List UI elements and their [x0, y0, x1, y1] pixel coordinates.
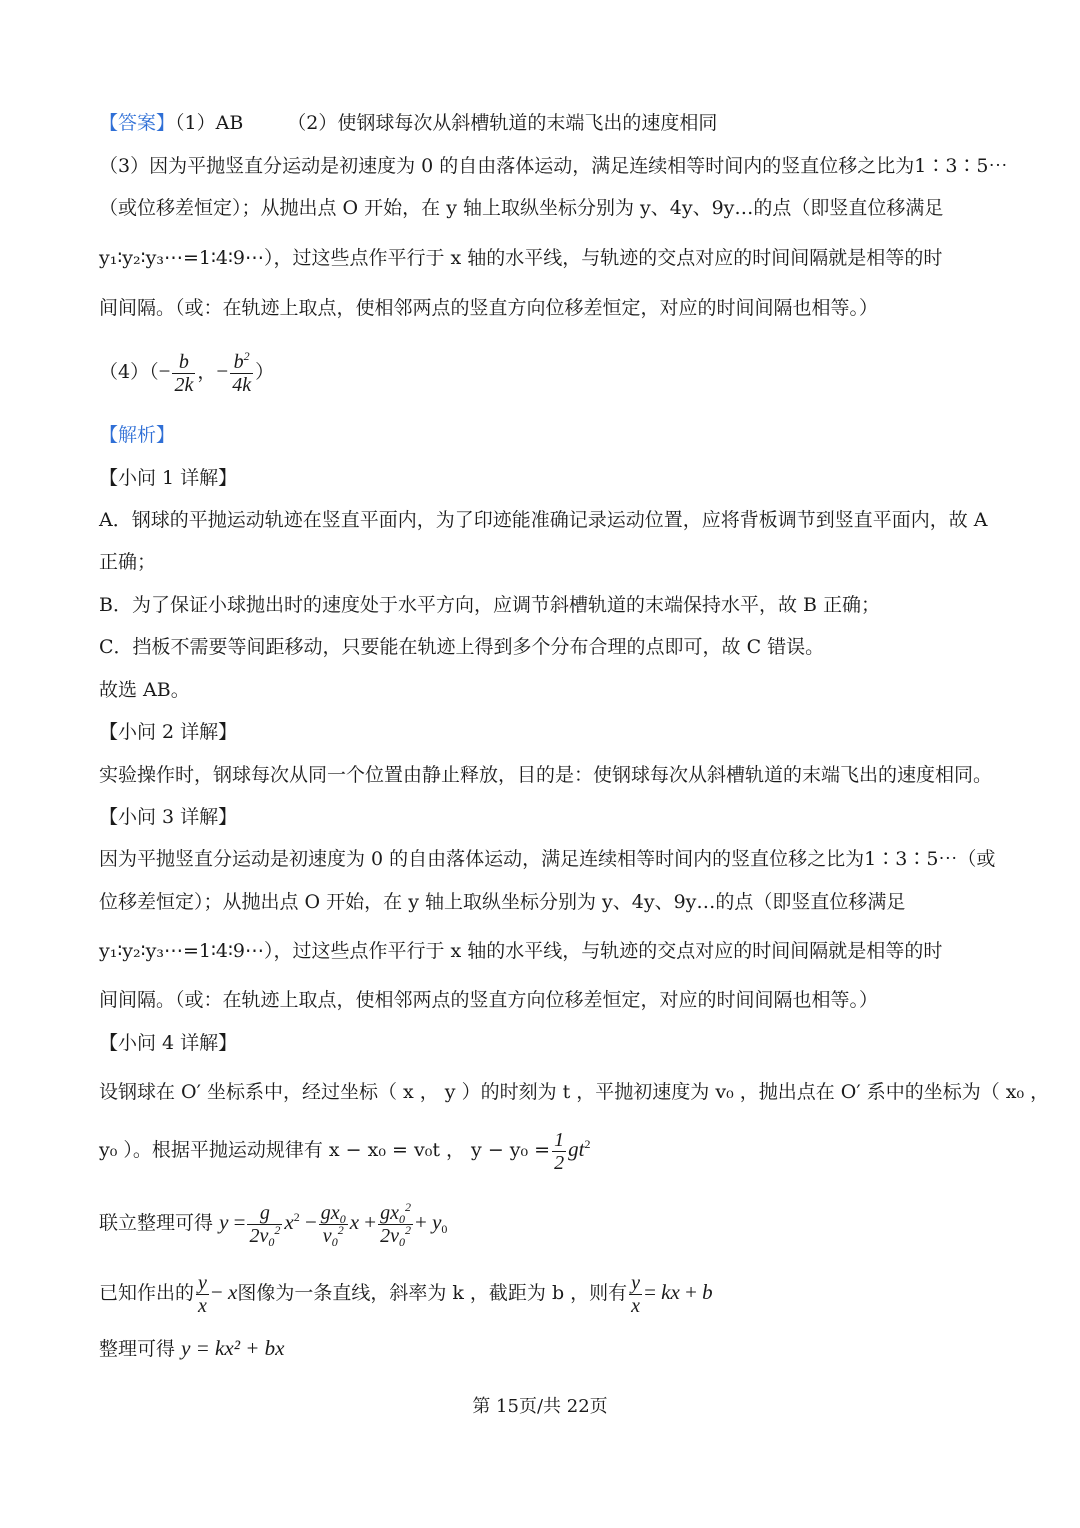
- fraction-gx0sq-over-2v0sq: $\frac{gx_0^2}{2v_0^2}$: [380, 1199, 411, 1249]
- q4-line-4-b: 图像为一条直线，斜率为 k ，截距为 b ，则有: [237, 1282, 628, 1304]
- fraction-y-over-x: $\frac{y}{x}$: [198, 1271, 207, 1317]
- fraction-g-over-2v0sq: $\frac{g}{2v_0^2}$: [249, 1201, 281, 1249]
- q1-option-a-line-1: A．钢球的平抛运动轨迹在竖直平面内，为了印迹能准确记录运动位置，应将背板调节到竖直平面内，故 A: [99, 509, 988, 531]
- q4-heading: 【小问 4 详解】: [99, 1032, 238, 1054]
- fraction-b2-over-4k: $\frac{b^2}{4k}$: [232, 348, 252, 396]
- q4-line-2: y₀ ）。根据平抛运动规律有 x − x₀ = v₀t ， y − y₀ = $\frac{1}{2}$ $gt^2$: [99, 1128, 591, 1174]
- answer-label: 【答案】: [99, 112, 176, 134]
- answer-part-3-line-4: 间间隔。（或：在轨迹上取点，使相邻两点的竖直方向位移差恒定，对应的时间间隔也相等。）: [99, 297, 879, 319]
- q4-line-4-a: 已知作出的: [99, 1282, 195, 1304]
- q4-line-5-equation: y = kx² + bx: [181, 1336, 285, 1360]
- q4-line-4: 已知作出的 $\frac{y}{x}$ − x图像为一条直线，斜率为 k ，截距为 b ，则有 $\frac{y}{x}$ = kx + b: [99, 1271, 713, 1317]
- q4-line-2-text: y₀ ）。根据平抛运动规律有 x − x₀ = v₀t ， y − y₀ =: [99, 1139, 551, 1161]
- answer-part-4-prefix: （4）（: [99, 361, 159, 383]
- answer-part-4: （4）（− $\frac{b}{2k}$ ，− $\frac{b^2}{4k}$ ）: [99, 348, 275, 396]
- answer-part-2: （2）使钢球每次从斜槽轨道的末端飞出的速度相同: [287, 112, 718, 134]
- answer-line-1: [99, 111, 984, 135]
- q2-text: 实验操作时，钢球每次从同一个位置由静止释放，目的是：使钢球每次从斜槽轨道的末端飞出的速度相同。: [99, 764, 993, 786]
- q1-heading: 【小问 1 详解】: [99, 467, 238, 489]
- fraction-b-over-2k: $\frac{b}{2k}$: [174, 350, 194, 396]
- fraction-gx0-over-v0sq: $\frac{gx_0}{v_0^2}$: [320, 1201, 346, 1249]
- q2-heading: 【小问 2 详解】: [99, 721, 238, 743]
- q4-line-3: 联立整理可得 y = $\frac{g}{2v_0^2}$ $x^2$ − $\frac{gx_0}{v_0^2}$ x + $\frac{gx_0^2}{2v_0^2}$ + $y_0$: [99, 1199, 448, 1249]
- analysis-label: 【解析】: [99, 424, 176, 446]
- answer-part-4-suffix: ）: [255, 361, 275, 383]
- q4-line-5: [99, 1336, 984, 1361]
- q4-line-5-prefix: 整理可得: [99, 1338, 176, 1360]
- q1-option-b: B．为了保证小球抛出时的速度处于水平方向，应调节斜槽轨道的末端保持水平，故 B 正确；: [99, 594, 881, 616]
- q3-line-3: y₁∶y₂∶y₃⋯=1∶4∶9⋯），过这些点作平行于 x 轴的水平线，与轨迹的交点对应的时间间隔就是相等的时: [99, 940, 943, 962]
- q4-line-1: 设钢球在 O′ 坐标系中，经过坐标（ x ， y ）的时刻为 t ，平抛初速度为 v₀ ，抛出点在 O′ 系中的坐标为（ x₀ ，: [99, 1081, 1050, 1103]
- q3-line-2: 位移差恒定）；从抛出点 O 开始，在 y 轴上取纵坐标分别为 y、4y、9y…的点（即竖直位移满足: [99, 891, 906, 913]
- q4-line-3-prefix: 联立整理可得: [99, 1212, 214, 1234]
- fraction-one-half: $\frac{1}{2}$: [554, 1128, 565, 1174]
- answer-part-3-line-2: （或位移差恒定）；从抛出点 O 开始，在 y 轴上取纵坐标分别为 y、4y、9y…的点（即竖直位移满足: [99, 197, 944, 219]
- q3-heading: 【小问 3 详解】: [99, 806, 238, 828]
- q3-line-1: 因为平抛竖直分运动是初速度为 0 的自由落体运动，满足连续相等时间内的竖直位移之比为1∶3∶5⋯（或: [99, 848, 996, 870]
- q1-option-a-line-2: 正确；: [99, 551, 157, 573]
- fraction-y-over-x-2: $\frac{y}{x}$: [631, 1271, 641, 1317]
- answer-part-3-line-3: y₁∶y₂∶y₃⋯=1∶4∶9⋯），过这些点作平行于 x 轴的水平线，与轨迹的交点对应的时间间隔就是相等的时: [99, 247, 943, 269]
- answer-part-1: （1）AB: [175, 112, 244, 134]
- page-number: 第 15页/共 22页: [472, 1396, 608, 1417]
- answer-part-3-line-1: （3）因为平抛竖直分运动是初速度为 0 的自由落体运动，满足连续相等时间内的竖直位移之比为1∶3∶5⋯: [99, 155, 1008, 177]
- q1-option-c: C．挡板不需要等间距移动，只要能在轨迹上得到多个分布合理的点即可，故 C 错误。: [99, 636, 825, 658]
- q1-conclusion: 故选 AB。: [99, 679, 190, 701]
- q3-line-4: 间间隔。（或：在轨迹上取点，使相邻两点的竖直方向位移差恒定，对应的时间间隔也相等。）: [99, 989, 879, 1011]
